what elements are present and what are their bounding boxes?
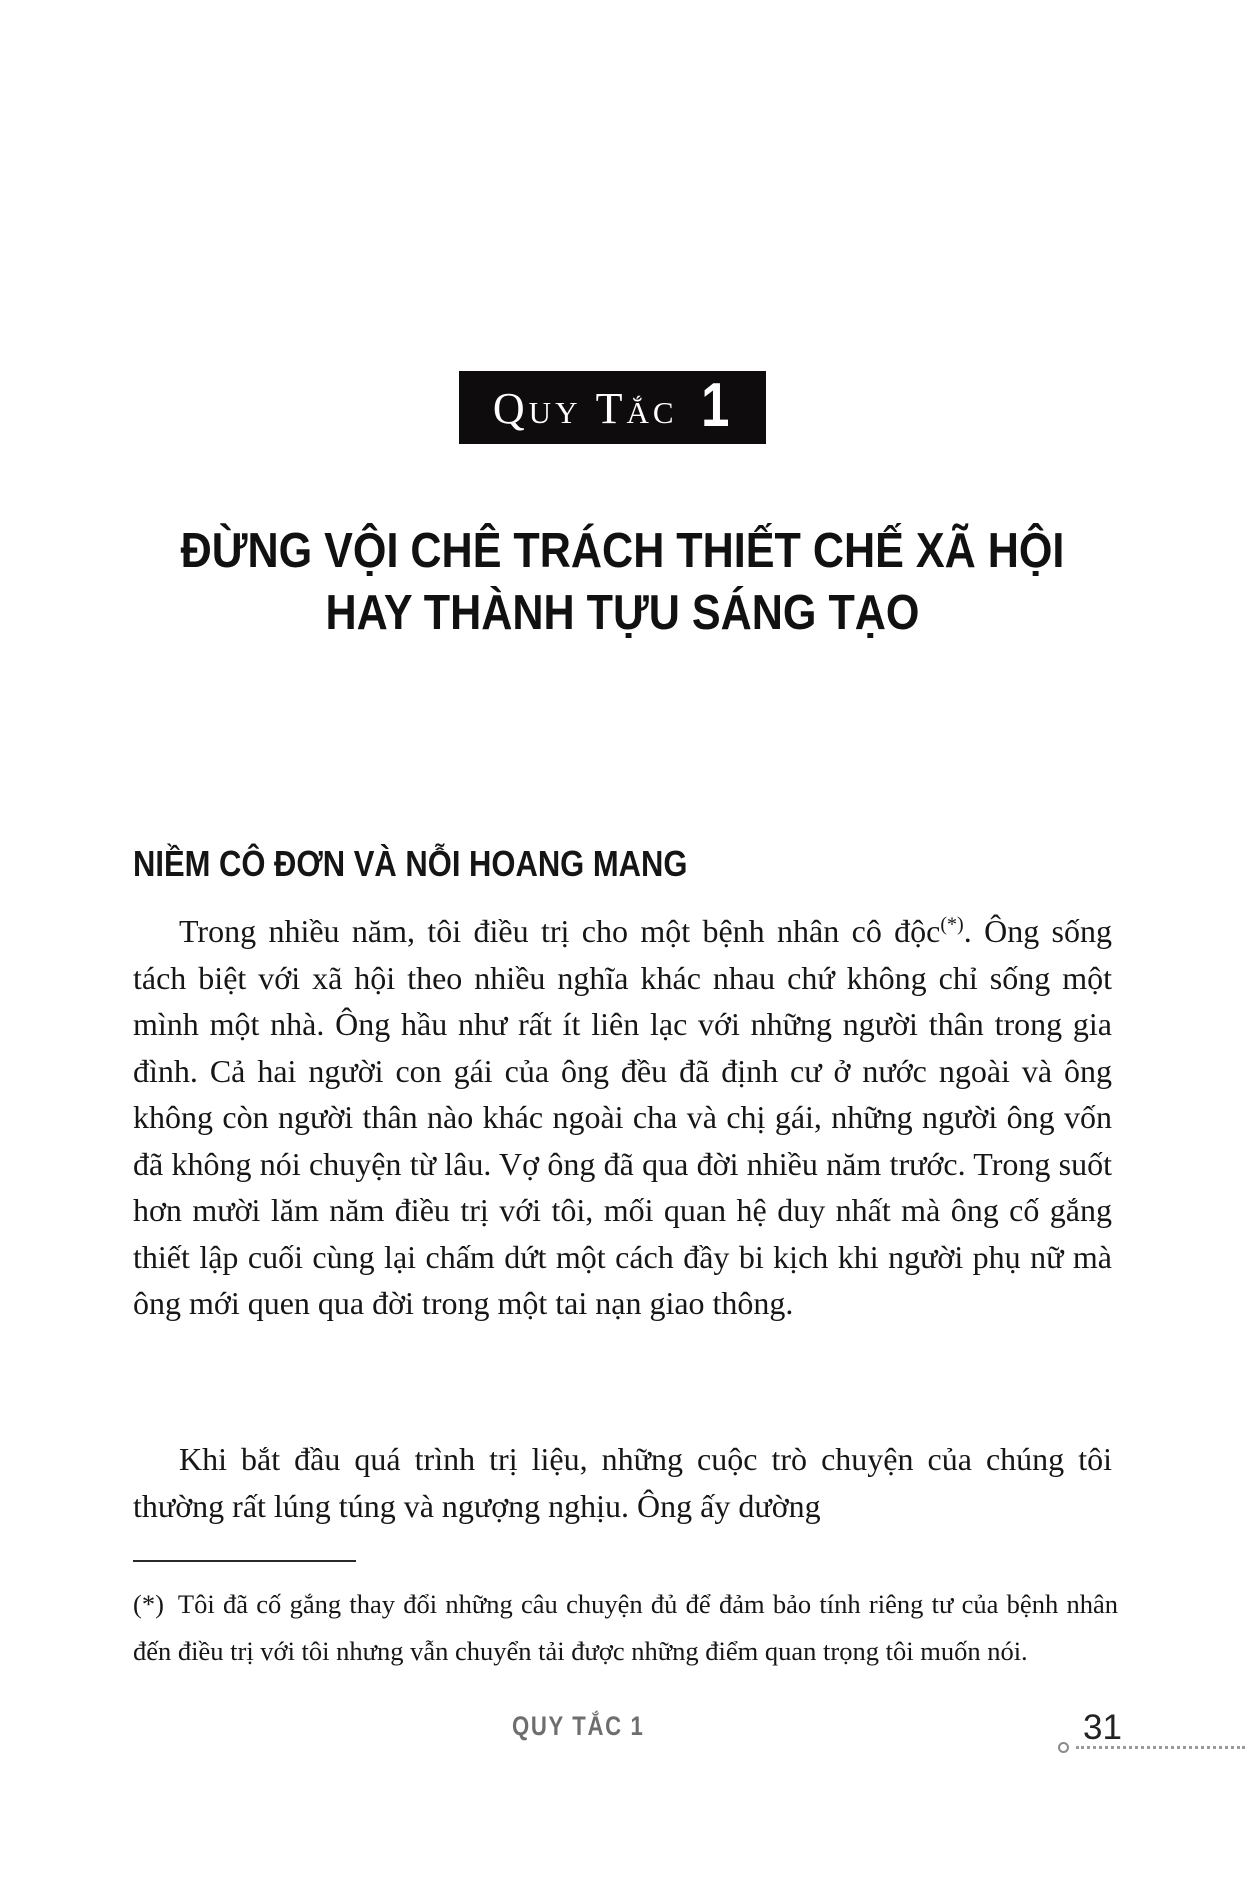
chapter-title-line-2: HAY THÀNH TỰU SÁNG TẠO bbox=[325, 586, 920, 640]
footnote-marker: (*) bbox=[133, 1589, 164, 1619]
rule-number-badge bbox=[459, 371, 766, 444]
paragraph-1-text-continued: . Ông sống tách biệt với xã hội theo nhiều nghĩa khác nhau chứ không chỉ sống một mình một nhà. Ông hầu như rất ít liên lạc với những người thân trong gia đình. Cả hai người con gái của ông đều đã định cư ở nước ngoài và ông không còn người thân nào khác ngoài cha và chị gái, những người ông vốn đã không nói chuyện từ lâu. Vợ ông đã qua đời nhiều năm trước. Trong suốt hơn mười lăm năm điều trị với tôi, mối quan hệ duy nhất mà ông cố gắng thiết lập cuối cùng lại chấm dứt một cách đầy bi kịch khi người phụ nữ mà ông mới quen qua đời trong một tai nạn giao thông. bbox=[133, 913, 1113, 1321]
paragraph-1 bbox=[133, 908, 1112, 1327]
paragraph-2 bbox=[133, 1436, 1112, 1529]
footer-circle-ornament bbox=[1058, 1742, 1069, 1753]
chapter-title-line-1: ĐỪNG VỘI CHÊ TRÁCH THIẾT CHẾ XÃ HỘI bbox=[180, 524, 1065, 578]
rule-badge-number: 1 bbox=[700, 370, 729, 440]
running-footer-chapter-label: QUY TẮC 1 bbox=[512, 1711, 645, 1741]
chapter-title bbox=[0, 520, 1245, 644]
section-heading: NIỀM CÔ ĐƠN VÀ NỖI HOANG MANG bbox=[133, 843, 688, 884]
footer-dotted-line-ornament bbox=[1076, 1746, 1245, 1749]
rule-badge-label: Quy Tắc bbox=[492, 383, 678, 433]
footnote bbox=[133, 1581, 1118, 1675]
footnote-reference-mark: (*) bbox=[940, 913, 964, 936]
paragraph-1-text: Trong nhiều năm, tôi điều trị cho một bệnh nhân cô độc bbox=[179, 913, 941, 949]
footnote-separator-rule bbox=[133, 1560, 356, 1562]
page-number: 31 bbox=[1083, 1708, 1122, 1747]
footnote-text: Tôi đã cố gắng thay đổi những câu chuyện đủ để đảm bảo tính riêng tư của bệnh nhân đến điều trị với tôi nhưng vẫn chuyển tải được những điểm quan trọng tôi muốn nói. bbox=[133, 1589, 1118, 1666]
paragraph-2-text: Khi bắt đầu quá trình trị liệu, những cuộc trò chuyện của chúng tôi thường rất lúng túng và ngượng nghịu. Ông ấy dường bbox=[133, 1441, 1112, 1524]
